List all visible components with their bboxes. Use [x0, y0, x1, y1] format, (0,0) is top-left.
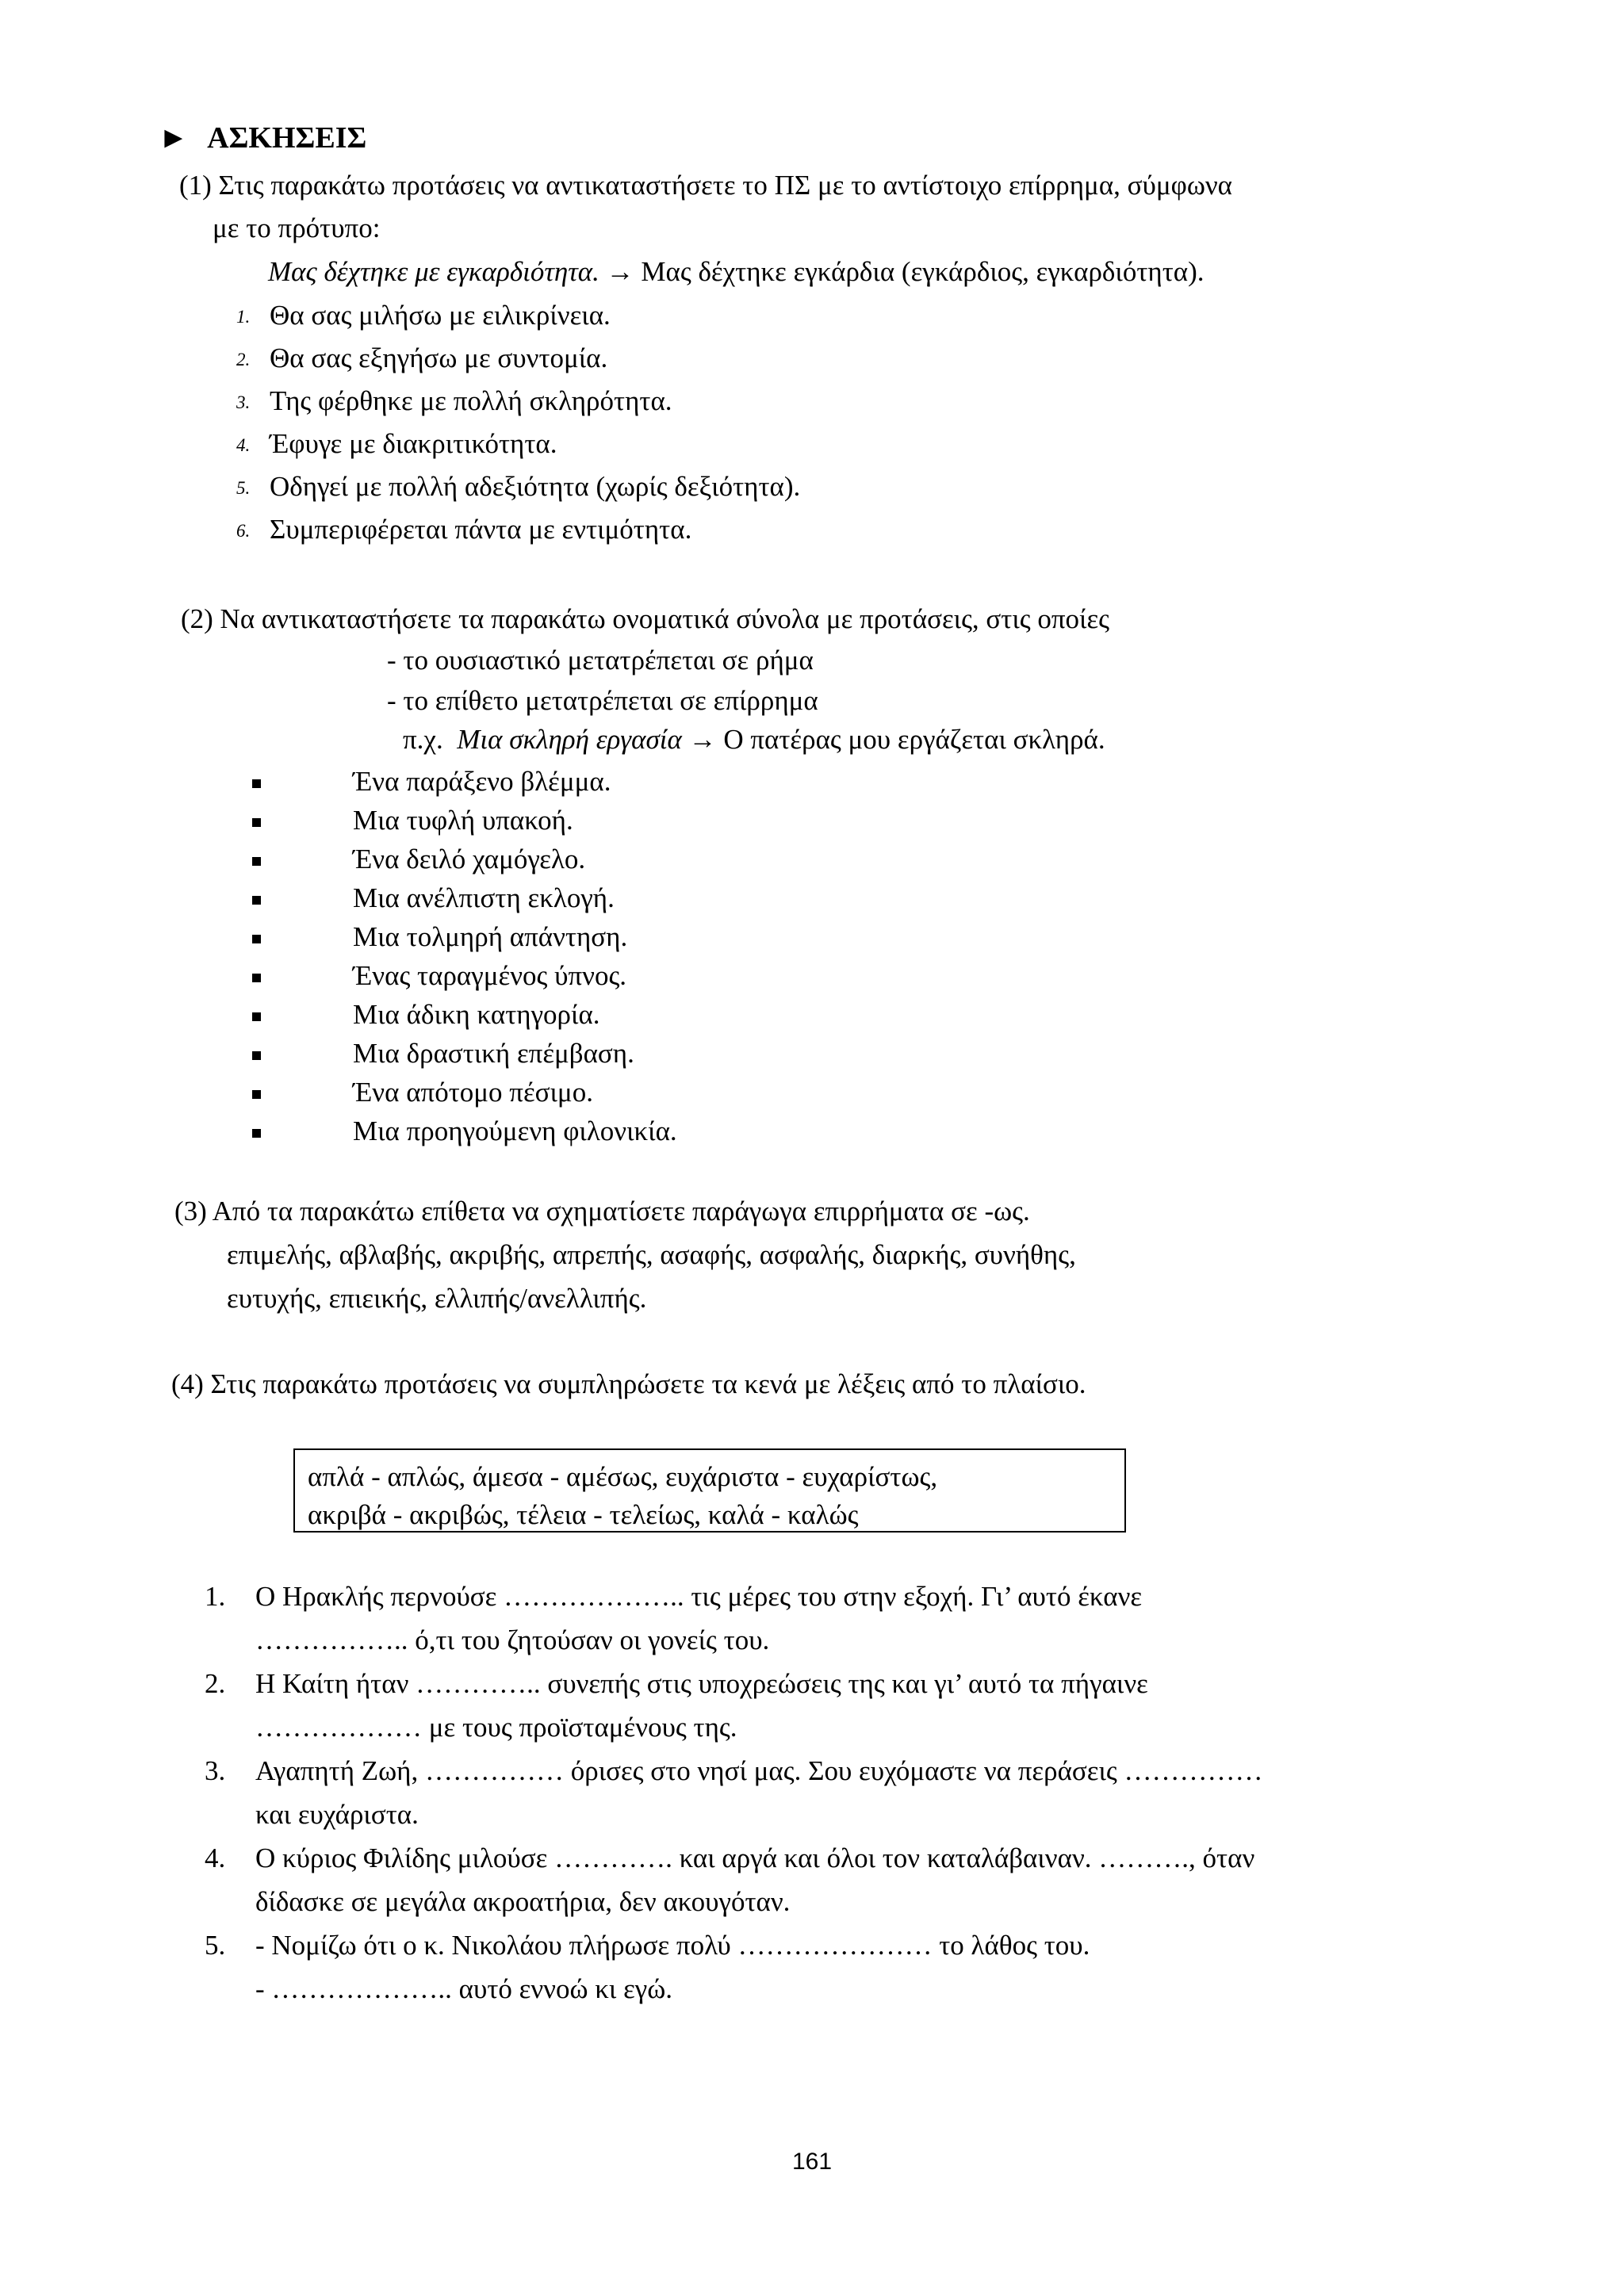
ex2-item: Ένα απότομο πέσιμο. — [353, 1077, 593, 1108]
triangle-marker-icon: ► — [159, 121, 189, 155]
ex4-item-number: 5. — [205, 1930, 226, 1961]
word-box — [293, 1448, 1126, 1533]
ex4-instruction: (4) Στις παρακάτω προτάσεις να συμπληρώσετε τα κενά με λέξεις από το πλαίσιο. — [171, 1368, 1086, 1399]
ex2-example-phrase: Μια σκληρή εργασία — [457, 724, 682, 755]
ex1-item-number: 3. — [236, 392, 251, 412]
ex2-item: Μια τυφλή υπακοή. — [353, 805, 573, 836]
word-box-line1: απλά - απλώς, άμεσα - αμέσως, ευχάριστα - ευχαρίστως, — [308, 1461, 938, 1492]
square-bullet-icon — [252, 818, 261, 827]
ex1-item-number: 1. — [236, 307, 251, 327]
ex2-example-result: → Ο πατέρας μου εργάζεται σκληρά. — [681, 724, 1105, 755]
ex2-item: Μια δραστική επέμβαση. — [353, 1038, 634, 1069]
ex4-item-line2: και ευχάριστα. — [255, 1799, 419, 1830]
square-bullet-icon — [252, 935, 261, 943]
ex4-item-line1: Ο Ηρακλής περνούσε ……………….. τις μέρες του στην εξοχή. Γι’ αυτό έκανε — [255, 1581, 1143, 1612]
ex2-instruction: (2) Να αντικαταστήσετε τα παρακάτω ονοματικά σύνολα με προτάσεις, στις οποίες — [181, 603, 1110, 634]
square-bullet-icon — [252, 1051, 261, 1060]
ex4-item-number: 3. — [205, 1755, 226, 1786]
ex4-item-line2: - ……………….. αυτό εννοώ κι εγώ. — [255, 1973, 673, 2004]
ex4-item-line1: - Νομίζω ότι ο κ. Νικολάου πλήρωσε πολύ ………………… το λάθος του. — [255, 1930, 1090, 1961]
ex3-adjectives-line2: ευτυχής, επιεικής, ελλιπής/ανελλιπής. — [227, 1283, 647, 1314]
ex2-rule-adjective: - το επίθετο μετατρέπεται σε επίρρημα — [387, 685, 818, 716]
ex1-item-number: 6. — [236, 521, 251, 541]
ex4-item-line1: Η Καίτη ήταν ………….. συνεπής στις υποχρεώσεις της και γι’ αυτό τα πήγαινε — [255, 1668, 1148, 1699]
ex2-item: Μια προηγούμενη φιλονικία. — [353, 1115, 677, 1146]
ex2-example-prefix: π.χ. — [403, 724, 458, 755]
square-bullet-icon — [252, 857, 261, 866]
ex4-item-line2: δίδασκε σε μεγάλα ακροατήρια, δεν ακουγόταν. — [255, 1886, 791, 1917]
ex1-instruction-line1: (1) Στις παρακάτω προτάσεις να αντικαταστήσετε το ΠΣ με το αντίστοιχο επίρρημα, σύμφωνα — [179, 170, 1233, 201]
ex1-item-number: 2. — [236, 350, 251, 369]
ex1-item-number: 4. — [236, 435, 251, 455]
square-bullet-icon — [252, 779, 261, 788]
square-bullet-icon — [252, 1129, 261, 1138]
ex1-instruction-line2: με το πρότυπο: — [213, 212, 381, 243]
square-bullet-icon — [252, 896, 261, 905]
ex1-example — [268, 258, 1205, 285]
square-bullet-icon — [252, 974, 261, 982]
ex4-item-number: 2. — [205, 1668, 226, 1699]
section-heading — [159, 123, 366, 153]
ex4-item-line2: ……………… με τους προϊσταμένους της. — [255, 1712, 737, 1743]
ex2-item: Ένα δειλό χαμόγελο. — [353, 844, 586, 874]
ex2-rule-noun: - το ουσιαστικό μετατρέπεται σε ρήμα — [387, 645, 814, 675]
ex2-example — [403, 725, 1105, 753]
ex1-item-text: Οδηγεί με πολλή αδεξιότητα (χωρίς δεξιότητα). — [270, 471, 801, 502]
ex4-item-number: 4. — [205, 1843, 226, 1873]
word-box-line2: ακριβά - ακριβώς, τέλεια - τελείως, καλά - καλώς — [308, 1499, 859, 1530]
ex2-item: Ένα παράξενο βλέμμα. — [353, 766, 611, 797]
ex1-example-result: → Μας δέχτηκε εγκάρδια (εγκάρδιος, εγκαρδιότητα). — [599, 256, 1205, 287]
ex2-item: Ένας ταραγμένος ύπνος. — [353, 960, 627, 991]
ex3-adjectives-line1: επιμελής, αβλαβής, ακριβής, απρεπής, ασαφής, ασφαλής, διαρκής, συνήθης, — [227, 1239, 1076, 1270]
ex4-item-line1: Αγαπητή Ζωή, …………… όρισες στο νησί μας. Σου ευχόμαστε να περάσεις …………… — [255, 1755, 1263, 1786]
square-bullet-icon — [252, 1090, 261, 1099]
ex1-item-text: Της φέρθηκε με πολλή σκληρότητα. — [270, 385, 672, 416]
ex4-item-line2: …………….. ό,τι του ζητούσαν οι γονείς του. — [255, 1624, 770, 1655]
square-bullet-icon — [252, 1012, 261, 1021]
ex4-item-line1: Ο κύριος Φιλίδης μιλούσε …………. και αργά και όλοι τον καταλάβαιναν. ………., όταν — [255, 1843, 1255, 1873]
ex2-item: Μια άδικη κατηγορία. — [353, 999, 600, 1030]
ex1-example-phrase: Μας δέχτηκε με εγκαρδιότητα. — [268, 256, 599, 287]
ex2-item: Μια ανέλπιστη εκλογή. — [353, 882, 615, 913]
ex2-item: Μια τολμηρή απάντηση. — [353, 921, 628, 952]
ex3-instruction: (3) Από τα παρακάτω επίθετα να σχηματίσετε παράγωγα επιρρήματα σε -ως. — [174, 1196, 1030, 1226]
ex1-item-text: Θα σας εξηγήσω με συντομία. — [270, 342, 608, 373]
ex1-item-text: Έφυγε με διακριτικότητα. — [270, 428, 557, 459]
page-number: 161 — [791, 2149, 833, 2175]
ex1-item-text: Θα σας μιλήσω με ειλικρίνεια. — [270, 300, 611, 331]
ex4-item-number: 1. — [205, 1581, 226, 1612]
ex1-item-text: Συμπεριφέρεται πάντα με εντιμότητα. — [270, 514, 692, 545]
section-title: ΑΣΚΗΣΕΙΣ — [207, 121, 367, 155]
ex1-item-number: 5. — [236, 478, 251, 498]
